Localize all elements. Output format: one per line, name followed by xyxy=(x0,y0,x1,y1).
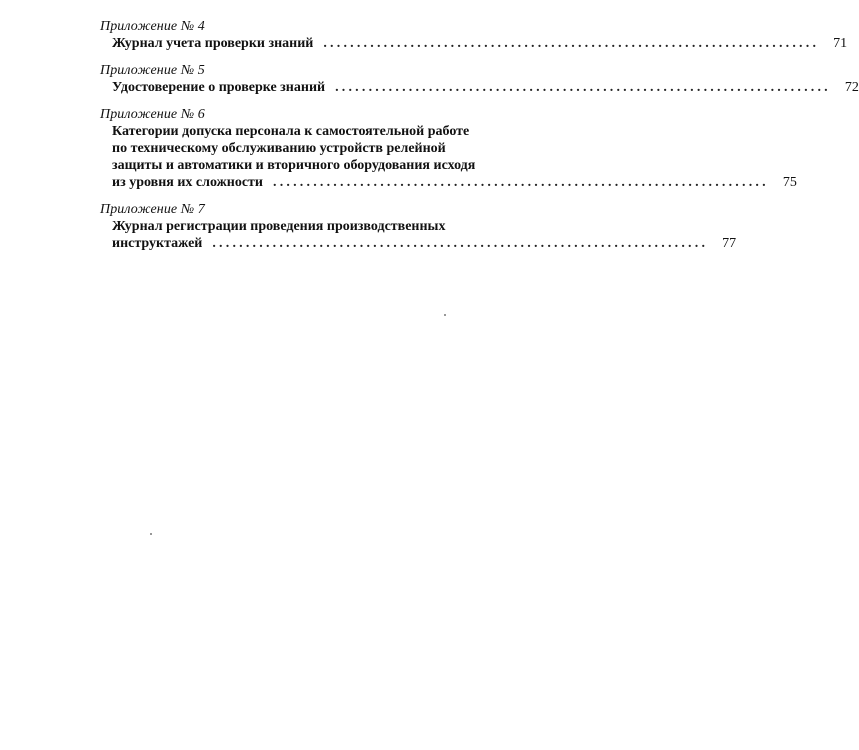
toc-entry-body xyxy=(100,123,797,191)
toc-entry-heading: Приложение № 7 xyxy=(100,202,205,217)
toc-entry-title-line: Категории допуска персонала к самостоятельной работе xyxy=(112,124,470,139)
toc-entry-page-number: 72 xyxy=(844,80,859,95)
toc-entry-page-number: 71 xyxy=(833,36,848,51)
toc-entry-appendix-5 xyxy=(100,62,859,96)
dot-leader: .......................................................................... xyxy=(212,236,709,251)
dot-leader: .......................................................................... xyxy=(323,36,820,51)
table-of-contents xyxy=(100,18,859,262)
toc-entry-title-line: защиты и автоматики и вторичного оборудования исходя xyxy=(112,158,476,173)
toc-entry-leader-line xyxy=(112,235,737,252)
scan-speck xyxy=(444,314,446,316)
toc-entry-appendix-6 xyxy=(100,106,797,191)
toc-entry-heading: Приложение № 5 xyxy=(100,63,205,78)
toc-entry-page-number: 77 xyxy=(722,236,737,251)
toc-entry-title-line: Журнал регистрации проведения производственных xyxy=(112,219,446,234)
toc-entry-appendix-7 xyxy=(100,201,737,252)
toc-entry-body xyxy=(100,35,848,52)
dot-leader: .......................................................................... xyxy=(335,80,831,95)
toc-entry-heading: Приложение № 4 xyxy=(100,19,205,34)
toc-entry-body xyxy=(100,79,859,96)
toc-entry-body xyxy=(100,218,737,252)
toc-entry-leader-line xyxy=(112,35,848,52)
toc-entry-title: инструктажей xyxy=(112,236,203,251)
scan-speck xyxy=(150,533,152,535)
toc-entry-title-line: по техническому обслуживанию устройств релейной xyxy=(112,141,446,156)
toc-entry-leader-line xyxy=(112,79,859,96)
toc-entry-heading: Приложение № 6 xyxy=(100,107,205,122)
toc-entry-title: Журнал учета проверки знаний xyxy=(112,36,314,51)
dot-leader: .......................................................................... xyxy=(273,175,769,190)
toc-entry-title: Удостоверение о проверке знаний xyxy=(112,80,326,95)
toc-entry-leader-line xyxy=(112,174,797,191)
toc-entry-appendix-4 xyxy=(100,18,848,52)
toc-entry-page-number: 75 xyxy=(782,175,797,190)
toc-entry-title: из уровня их сложности xyxy=(112,175,263,190)
